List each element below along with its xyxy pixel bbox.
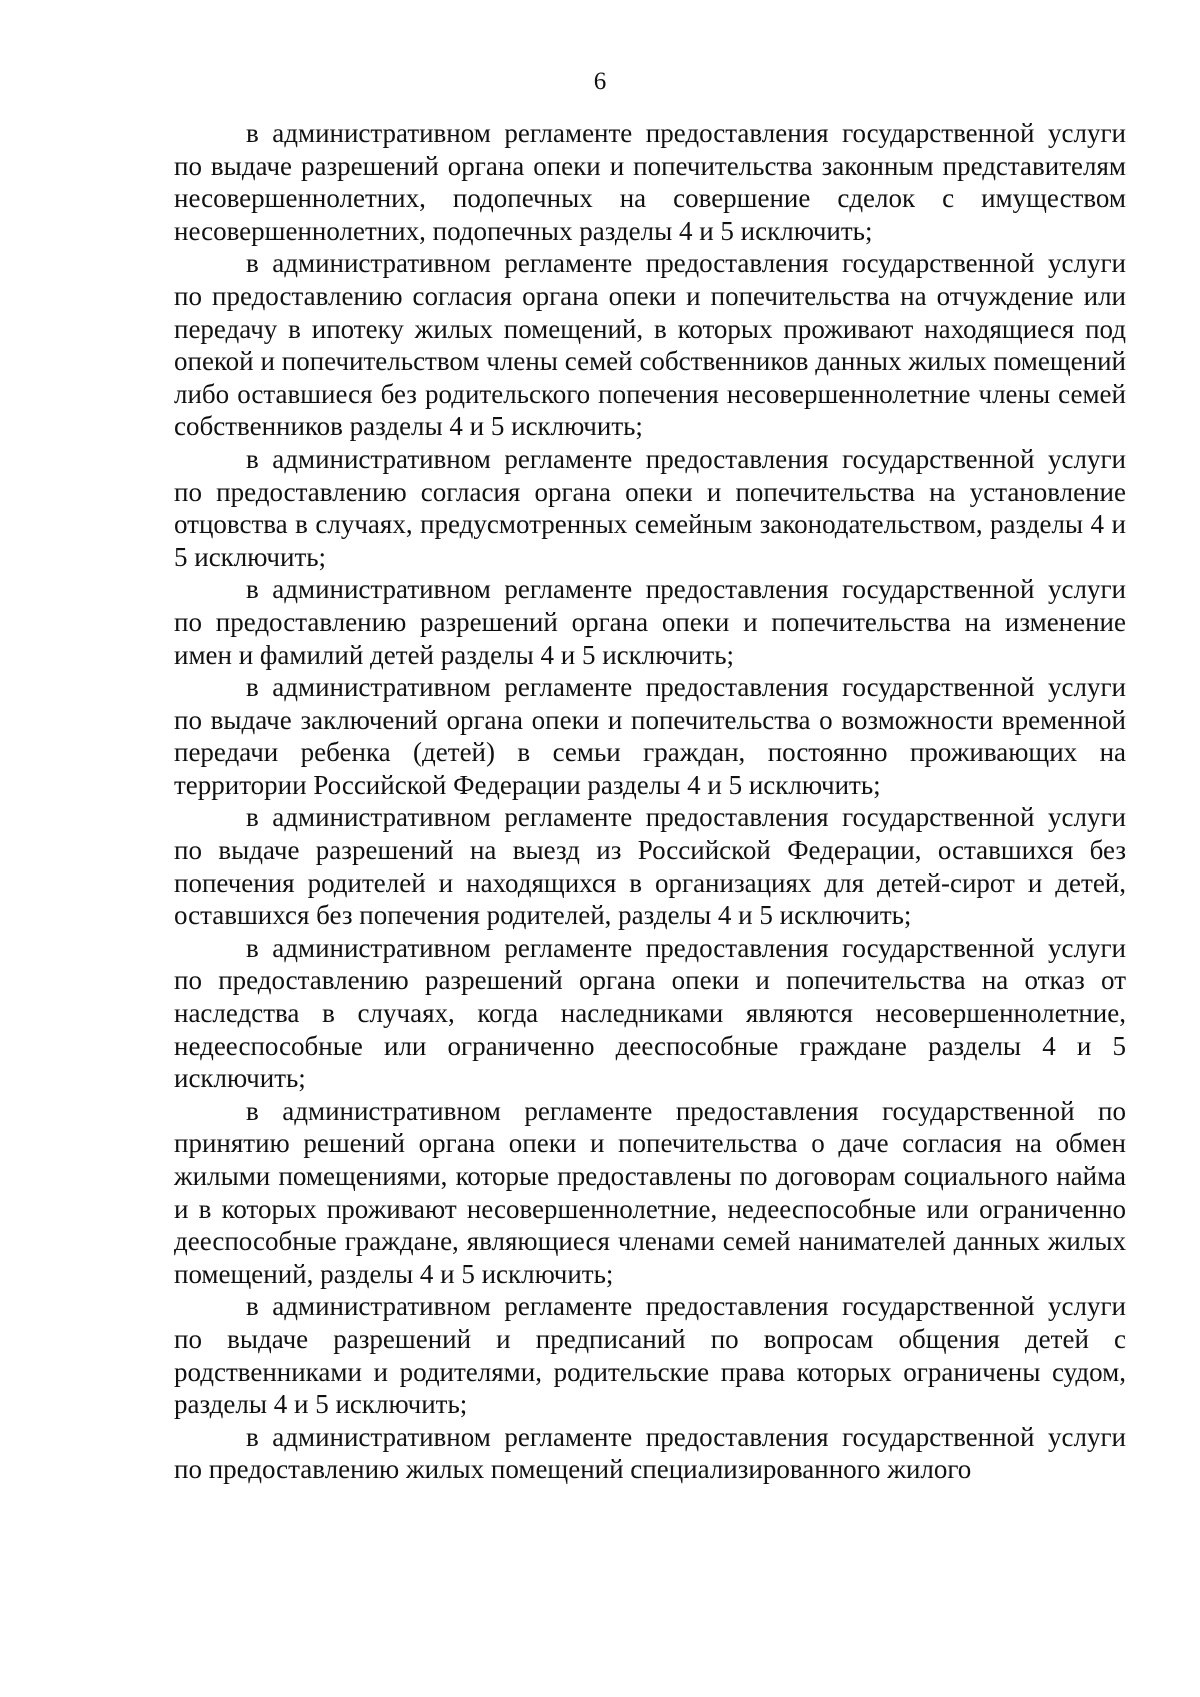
paragraph: в административном регламенте предоставления государственной услуги по предоставлению разрешений органа опеки и попечительства на изменение имен и фамилий детей разделы 4 и 5 исключить; xyxy=(174,574,1126,670)
page-number: 6 xyxy=(593,68,607,95)
paragraph: в административном регламенте предоставления государственной услуги по выдаче заключений органа опеки и попечительства о возможности временной передачи ребенка (детей) в семьи граждан, постоянно проживающих на территории Российской Федерации разделы 4 и 5 исключить; xyxy=(174,672,1126,800)
paragraph: в административном регламенте предоставления государственной услуги по предоставлению согласия органа опеки и попечительства на установление отцовства в случаях, предусмотренных семейным законодательством, разделы 4 и 5 исключить; xyxy=(174,443,1126,572)
paragraph: в административном регламенте предоставления государственной услуги по предоставлению разрешений органа опеки и попечительства на отказ от наследства в случаях, когда наследниками являются несовершеннолетние, недееспособные или ограниченно дееспособные граждане разделы 4 и 5 исключить; xyxy=(174,932,1126,1094)
paragraph: в административном регламенте предоставления государственной услуги по выдаче разрешений и предписаний по вопросам общения детей с родственниками и родителями, родительские права которых ограничены судом, разделы 4 и 5 исключить; xyxy=(174,1291,1126,1420)
paragraph: в административном регламенте предоставления государственной услуги по предоставлению согласия органа опеки и попечительства на отчуждение или передачу в ипотеку жилых помещений, в которых проживают находящиеся под опекой и попечительством члены семей собственников данных жилых помещений либо оставшиеся без родительского попечения несовершеннолетние члены семей собственников разделы 4 и 5 исключить; xyxy=(174,248,1126,442)
document-body xyxy=(174,117,1126,1486)
paragraph: в административном регламенте предоставления государственной услуги по предоставлению жилых помещений специализированного жилого xyxy=(174,1421,1126,1485)
paragraph: в административном регламенте предоставления государственной по принятию решений органа опеки и попечительства о даче согласия на обмен жилыми помещениями, которые предоставлены по договорам социального найма и в которых проживают несовершеннолетние, недееспособные или ограниченно дееспособные граждане, являющиеся членами семей нанимателей данных жилых помещений, разделы 4 и 5 исключить; xyxy=(174,1095,1126,1289)
paragraph: в административном регламенте предоставления государственной услуги по выдаче разрешений на выезд из Российской Федерации, оставшихся без попечения родителей и находящихся в организациях для детей-сирот и детей, оставшихся без попечения родителей, разделы 4 и 5 исключить; xyxy=(174,802,1126,931)
paragraph: в административном регламенте предоставления государственной услуги по выдаче разрешений органа опеки и попечительства законным представителям несовершеннолетних, подопечных на совершение сделок с имуществом несовершеннолетних, подопечных разделы 4 и 5 исключить; xyxy=(174,118,1126,246)
